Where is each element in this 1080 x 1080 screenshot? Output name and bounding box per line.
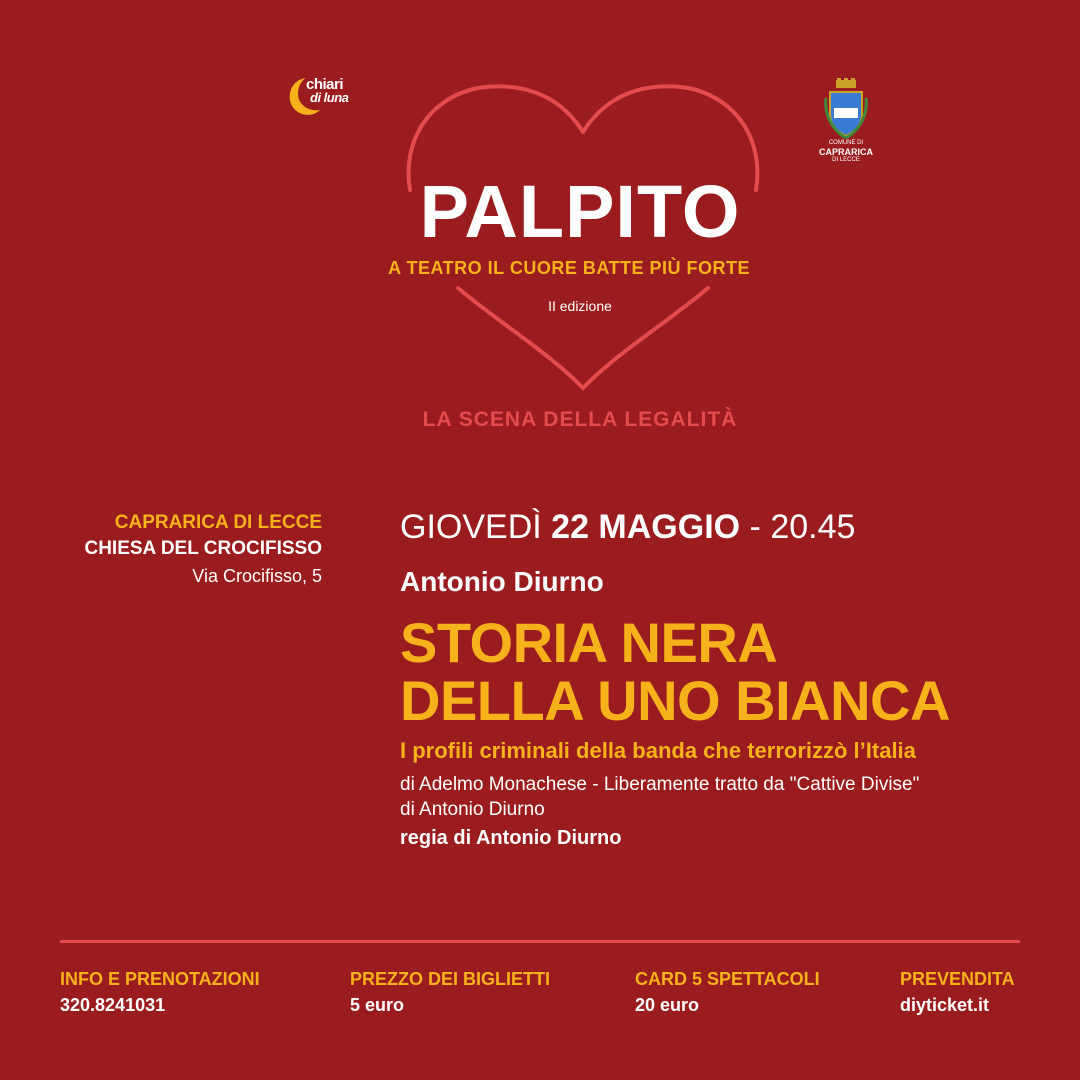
show-credits xyxy=(400,772,1060,822)
festival-title: PALPITO xyxy=(419,170,741,253)
event-block xyxy=(400,504,1060,852)
footer-card-value: 20 euro xyxy=(635,995,700,1015)
footer-presale-label: PREVENDITA xyxy=(900,969,1015,989)
footer-price-label: PREZZO DEI BIGLIETTI xyxy=(350,969,551,989)
show-credits-line2: di Antonio Diurno xyxy=(400,799,545,820)
chiari-logo-line1: chiari xyxy=(306,76,344,93)
festival-edition: II edizione xyxy=(548,298,612,314)
venue-block xyxy=(40,510,322,590)
chiari-di-luna-logo xyxy=(284,72,364,120)
footer-divider xyxy=(60,940,1020,943)
show-director: regia di Antonio Diurno xyxy=(400,827,622,849)
event-time: - 20.45 xyxy=(749,508,856,546)
comune-logo xyxy=(806,78,886,178)
footer-card-label: CARD 5 SPETTACOLI xyxy=(635,969,820,989)
festival-tagline: A TEATRO IL CUORE BATTE PIÙ FORTE xyxy=(388,258,750,278)
event-day: GIOVEDÌ xyxy=(400,508,542,546)
footer xyxy=(60,966,1020,1026)
show-title-line1: STORIA NERA xyxy=(400,611,778,674)
footer-info-phone: 320.8241031 xyxy=(60,995,166,1015)
event-datetime xyxy=(400,504,1060,550)
event-author: Antonio Diurno xyxy=(400,566,604,597)
coat-of-arms-icon xyxy=(824,78,868,140)
show-title xyxy=(400,611,1060,732)
comune-label-name: CAPRARICA xyxy=(819,147,873,157)
venue-city: CAPRARICA DI LECCE xyxy=(114,512,322,533)
chiari-logo-line2: di luna xyxy=(310,90,349,105)
footer-card xyxy=(635,966,820,1018)
comune-label-bottom: DI LECCE xyxy=(832,157,860,163)
footer-info xyxy=(60,966,260,1018)
event-date: 22 MAGGIO xyxy=(551,508,741,546)
show-title-line2: DELLA UNO BIANCA xyxy=(400,669,950,732)
venue-place: CHIESA DEL CROCIFISSO xyxy=(84,538,322,559)
footer-presale-link[interactable]: diyticket.it xyxy=(900,995,990,1015)
comune-label-top: COMUNE DI xyxy=(828,140,864,146)
section-title: LA SCENA DELLA LEGALITÀ xyxy=(422,408,738,431)
venue-address: Via Crocifisso, 5 xyxy=(192,566,322,586)
footer-price-value: 5 euro xyxy=(350,995,405,1015)
footer-price xyxy=(350,966,550,1018)
show-credits-line1: di Adelmo Monachese - Liberamente tratto da "Cattive Divise" xyxy=(400,774,920,795)
show-subtitle: I profili criminali della banda che terrorizzò l’Italia xyxy=(400,738,916,763)
footer-presale xyxy=(900,966,1015,1018)
footer-info-label: INFO E PRENOTAZIONI xyxy=(60,969,260,989)
